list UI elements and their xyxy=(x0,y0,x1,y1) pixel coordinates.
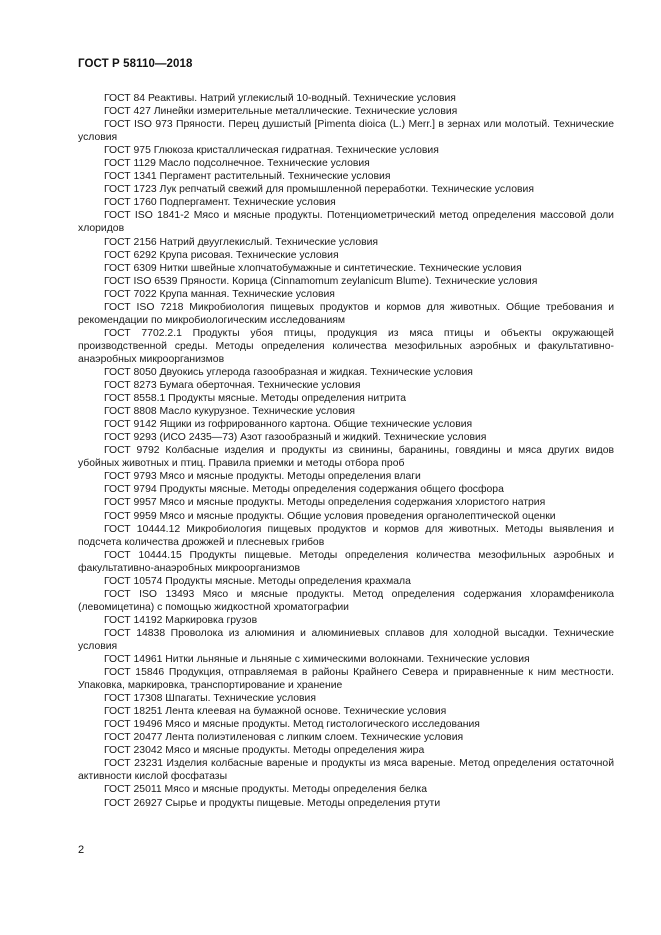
reference-entry: ГОСТ 10574 Продукты мясные. Методы определения крахмала xyxy=(104,575,411,587)
reference-entry: ГОСТ 975 Глюкоза кристаллическая гидратная. Технические условия xyxy=(104,145,439,157)
reference-entry: ГОСТ 18251 Лента клеевая на бумажной основе. Технические условия xyxy=(104,706,447,718)
reference-entry: ГОСТ 10444.12 Микробиология пищевых продуктов и кормов для животных. Методы выявления и подсчета количества дрожжей и плесневых грибов xyxy=(78,523,614,548)
reference-entry: ГОСТ 8050 Двуокись углерода газообразная и жидкая. Технические условия xyxy=(104,366,473,378)
reference-entry: ГОСТ 1129 Масло подсолнечное. Технические условия xyxy=(104,158,370,170)
reference-entry: ГОСТ 6292 Крупа рисовая. Технические условия xyxy=(104,249,339,261)
reference-entry: ГОСТ 14192 Маркировка грузов xyxy=(104,614,258,626)
reference-entry: ГОСТ 8273 Бумага оберточная. Технические условия xyxy=(104,380,361,392)
reference-entry: ГОСТ 26927 Сырье и продукты пищевые. Методы определения ртути xyxy=(104,797,441,809)
reference-entry: ГОСТ 7702.2.1 Продукты убоя птицы, продукция из мяса птицы и объекты окружающей производственной среды. Методы определения количества мезофильных аэробных и факультативно-анаэробных микроорганизмов xyxy=(78,327,614,365)
reference-entry: ГОСТ 8808 Масло кукурузное. Технические условия xyxy=(104,406,356,418)
reference-entry: ГОСТ ISO 1841-2 Мясо и мясные продукты. Потенциометрический метод определения массовой доли хлоридов xyxy=(78,210,614,235)
reference-entry: ГОСТ 9793 Мясо и мясные продукты. Методы определения влаги xyxy=(104,471,421,483)
reference-entry: ГОСТ ISO 6539 Пряности. Корица (Cinnamomum zeylanicum Blume). Технические условия xyxy=(104,275,538,287)
reference-entry: ГОСТ 20477 Лента полиэтиленовая с липким слоем. Технические условия xyxy=(104,732,464,744)
reference-entry: ГОСТ 15846 Продукция, отправляемая в районы Крайнего Севера и приравненные к ним местности. Упаковка, маркировка, транспортирование и хранение xyxy=(78,667,614,692)
reference-entry: ГОСТ 9794 Продукты мясные. Методы определения содержания общего фосфора xyxy=(104,484,504,496)
reference-entry: ГОСТ ISO 973 Пряности. Перец душистый [Pimenta dioica (L.) Merr.] в зернах или молотый. Технические условия xyxy=(78,119,614,144)
reference-entry: ГОСТ 7022 Крупа манная. Технические условия xyxy=(104,288,335,300)
reference-entry: ГОСТ 9957 Мясо и мясные продукты. Методы определения содержания хлористого натрия xyxy=(104,497,546,509)
normative-references-list xyxy=(78,92,614,810)
reference-entry: ГОСТ 14961 Нитки льняные и льняные с химическими волокнами. Технические условия xyxy=(104,654,530,666)
reference-entry: ГОСТ 9142 Ящики из гофрированного картона. Общие технические условия xyxy=(104,419,473,431)
reference-entry: ГОСТ 9792 Колбасные изделия и продукты из свинины, баранины, говядины и мяса других видов убойных животных и птиц. Правила приемки и методы отбора проб xyxy=(78,445,614,470)
reference-entry: ГОСТ 8558.1 Продукты мясные. Методы определения нитрита xyxy=(104,393,406,405)
reference-entry: ГОСТ 1341 Пергамент растительный. Технические условия xyxy=(104,171,391,183)
reference-entry: ГОСТ 25011 Мясо и мясные продукты. Методы определения белка xyxy=(104,784,428,796)
reference-entry: ГОСТ 427 Линейки измерительные металлические. Технические условия xyxy=(104,106,458,118)
reference-entry: ГОСТ 9293 (ИСО 2435—73) Азот газообразный и жидкий. Технические условия xyxy=(104,432,487,444)
reference-entry: ГОСТ ISO 7218 Микробиология пищевых продуктов и кормов для животных. Общие требования и рекомендации по микробиологическим исследованиям xyxy=(78,301,614,326)
reference-entry: ГОСТ 23042 Мясо и мясные продукты. Методы определения жира xyxy=(104,745,425,757)
reference-entry: ГОСТ 23231 Изделия колбасные вареные и продукты из мяса вареные. Метод определения остаточной активности кислой фосфатазы xyxy=(78,758,614,783)
reference-entry: ГОСТ 17308 Шпагаты. Технические условия xyxy=(104,693,316,705)
reference-entry: ГОСТ 1760 Подпергамент. Технические условия xyxy=(104,197,336,209)
reference-entry: ГОСТ 19496 Мясо и мясные продукты. Метод гистологического исследования xyxy=(104,719,480,731)
reference-entry: ГОСТ 2156 Натрий двууглекислый. Технические условия xyxy=(104,236,379,248)
page-number: 2 xyxy=(78,844,85,856)
reference-entry: ГОСТ 6309 Нитки швейные хлопчатобумажные и синтетические. Технические условия xyxy=(104,262,522,274)
reference-entry: ГОСТ 9959 Мясо и мясные продукты. Общие условия проведения органолептической оценки xyxy=(104,510,556,522)
reference-entry: ГОСТ 1723 Лук репчатый свежий для промышленной переработки. Технические условия xyxy=(104,184,534,196)
document-code-header: ГОСТ Р 58110—2018 xyxy=(78,58,193,70)
reference-entry: ГОСТ ISO 13493 Мясо и мясные продукты. Метод определения содержания хлорамфеникола (левомицетина) с помощью жидкостной хроматографии xyxy=(78,588,614,613)
reference-entry: ГОСТ 84 Реактивы. Натрий углекислый 10-водный. Технические условия xyxy=(104,93,456,104)
reference-entry: ГОСТ 10444.15 Продукты пищевые. Методы определения количества мезофильных аэробных и факультативно-анаэробных микроорганизмов xyxy=(78,549,614,574)
reference-entry: ГОСТ 14838 Проволока из алюминия и алюминиевых сплавов для холодной высадки. Технические условия xyxy=(78,627,614,652)
